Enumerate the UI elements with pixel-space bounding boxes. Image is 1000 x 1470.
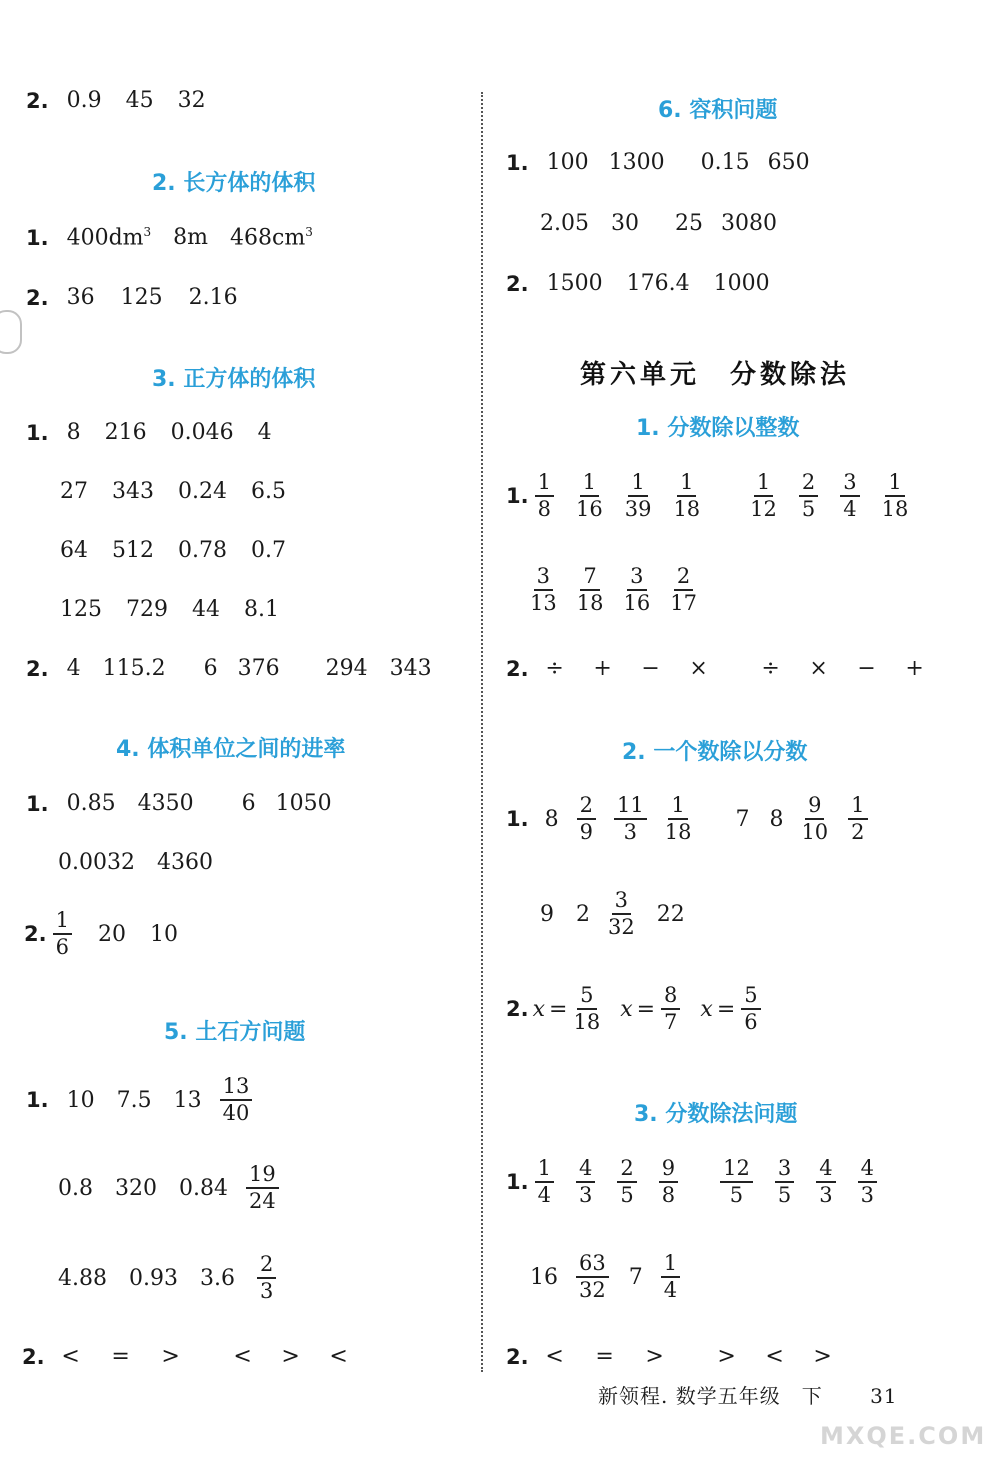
- fraction: [665, 795, 692, 843]
- numerator: 9: [805, 795, 824, 820]
- fraction: [775, 1158, 794, 1206]
- numerator: 1: [885, 472, 904, 497]
- variable-x: x: [532, 996, 546, 1022]
- superscript: 3: [305, 225, 313, 239]
- answer-row: [506, 656, 937, 681]
- section-title: 1. 分数除以整数: [636, 416, 800, 441]
- fraction: [53, 910, 72, 958]
- fraction: [840, 472, 859, 520]
- comparison-symbol: =: [111, 1344, 130, 1369]
- answer-row: [540, 890, 685, 938]
- numerator: 1: [754, 472, 773, 497]
- numerator: 1: [848, 795, 867, 820]
- answer-value: 0.78: [178, 538, 227, 563]
- fraction: [530, 566, 557, 614]
- fraction: [614, 795, 647, 843]
- denominator: 3: [860, 1183, 874, 1207]
- question-number: 1.: [26, 1088, 49, 1112]
- answer-value: 0.046: [170, 420, 234, 445]
- answer-value: 44: [192, 597, 220, 622]
- answer-row: [60, 538, 286, 563]
- answer-value: 468cm: [230, 225, 306, 251]
- superscript: 3: [143, 225, 152, 239]
- equals-sign: =: [549, 996, 568, 1022]
- numerator: 4: [576, 1158, 595, 1183]
- answer-value: 0.84: [179, 1175, 228, 1201]
- numerator: 2: [799, 472, 818, 497]
- denominator: 6: [55, 935, 69, 959]
- fraction: [576, 1158, 595, 1206]
- answer-row: [528, 566, 699, 614]
- numerator: 2: [257, 1254, 276, 1279]
- section-title: 5. 土石方问题: [164, 1020, 306, 1045]
- answer-value: 7: [735, 806, 750, 832]
- answer-row: [58, 1164, 281, 1212]
- fraction: [801, 795, 828, 843]
- answer-row: [26, 88, 206, 113]
- section-title: 3. 分数除法问题: [634, 1102, 798, 1127]
- fraction: [750, 472, 777, 520]
- denominator: 18: [573, 1010, 601, 1034]
- answer-value: 8.1: [244, 597, 279, 622]
- section-title: 2. 长方体的体积: [152, 171, 316, 196]
- denominator: 18: [881, 497, 909, 521]
- denominator: 4: [537, 1183, 551, 1207]
- question-number: 1.: [506, 807, 529, 831]
- answer-row: [26, 1076, 254, 1124]
- comparison-symbol: >: [281, 1344, 300, 1369]
- question-number: 1.: [26, 791, 49, 816]
- margin-mark: [0, 310, 22, 354]
- variable-x: x: [620, 996, 633, 1022]
- fraction: [576, 472, 603, 520]
- fraction: [670, 566, 697, 614]
- answer-value: 0.0032: [58, 850, 135, 875]
- answer-value: 16: [530, 1264, 558, 1290]
- question-number: 1.: [26, 225, 49, 250]
- denominator: 13: [530, 591, 557, 615]
- answer-value: 30: [610, 211, 639, 236]
- answer-row: [24, 910, 178, 958]
- book-title: 新领程. 数学五年级 下: [598, 1384, 823, 1408]
- denominator: 24: [248, 1189, 276, 1213]
- numerator: 1: [677, 472, 696, 497]
- operator-symbol: ×: [809, 656, 828, 681]
- answer-value: 1300: [608, 150, 665, 175]
- numerator: 2: [617, 1158, 636, 1183]
- section-title: 2. 一个数除以分数: [622, 740, 808, 765]
- fraction: [623, 566, 650, 614]
- comparison-symbol: <: [329, 1344, 348, 1369]
- denominator: 39: [624, 497, 652, 521]
- numerator: 1: [580, 472, 599, 497]
- answer-row: [26, 656, 432, 681]
- answer-value: 0.8: [58, 1175, 93, 1201]
- answer-value: 2: [576, 901, 590, 927]
- denominator: 5: [620, 1183, 634, 1207]
- question-number: 2.: [506, 1344, 529, 1369]
- answer-value: 294: [325, 656, 368, 681]
- denominator: 5: [729, 1183, 744, 1207]
- comparison-symbol: >: [645, 1344, 664, 1369]
- numerator: 19: [246, 1164, 279, 1189]
- answer-value: 0.15: [700, 150, 750, 175]
- question-number: 1.: [506, 1170, 529, 1194]
- answer-value: 216: [104, 420, 147, 445]
- denominator: 17: [670, 591, 697, 615]
- answer-value: 400dm: [66, 225, 144, 251]
- answer-row: [530, 1253, 682, 1301]
- answer-value: 8m: [173, 225, 209, 251]
- answer-value: 1500: [546, 271, 603, 296]
- answer-row: [506, 271, 770, 296]
- numerator: 63: [576, 1253, 609, 1278]
- question-number: 2.: [506, 656, 529, 681]
- answer-row: [58, 850, 213, 875]
- question-number: 2.: [506, 997, 529, 1021]
- denominator: 9: [579, 820, 593, 844]
- answer-row: [506, 985, 763, 1033]
- denominator: 4: [843, 497, 857, 521]
- fraction: [577, 795, 596, 843]
- question-number: 2.: [24, 922, 47, 946]
- answer-value: 100: [546, 150, 589, 175]
- fraction: [882, 472, 909, 520]
- fraction: [720, 1158, 753, 1206]
- numerator: 5: [741, 985, 760, 1010]
- answer-row: [506, 1344, 845, 1369]
- answer-value: 32: [177, 88, 206, 113]
- answer-value: 4.88: [58, 1265, 107, 1291]
- answer-row: [506, 1158, 879, 1206]
- fraction: [577, 566, 604, 614]
- answer-row: [60, 479, 286, 504]
- denominator: 3: [259, 1279, 274, 1303]
- fraction: [799, 472, 818, 520]
- answer-row: [26, 791, 332, 816]
- answer-value: 8: [544, 806, 559, 832]
- numerator: 3: [775, 1158, 794, 1183]
- numerator: 13: [220, 1076, 253, 1101]
- answer-value: 6: [203, 656, 218, 681]
- answer-value: 343: [389, 656, 432, 681]
- numerator: 1: [661, 1253, 680, 1278]
- answer-value: 10: [149, 921, 178, 947]
- denominator: 16: [623, 591, 651, 615]
- answer-value: 4: [66, 656, 81, 681]
- fraction: [858, 1158, 877, 1206]
- answer-value: 4: [257, 420, 272, 445]
- fraction: [257, 1254, 276, 1302]
- numerator: 1: [668, 795, 687, 820]
- fraction: [617, 1158, 636, 1206]
- comparison-symbol: <: [765, 1344, 784, 1369]
- question-number: 1.: [506, 150, 529, 175]
- question-number: 2.: [506, 271, 529, 296]
- answer-row: [506, 472, 910, 520]
- answer-value: 1050: [275, 791, 332, 816]
- answer-value: 27: [60, 479, 88, 504]
- answer-value: 36: [66, 285, 95, 310]
- variable-x: x: [700, 996, 713, 1022]
- denominator: 5: [777, 1183, 792, 1207]
- numerator: 1: [53, 910, 72, 935]
- operator-symbol: +: [905, 656, 924, 681]
- answer-row: [22, 1344, 361, 1369]
- answer-value: 115.2: [102, 656, 166, 681]
- denominator: 2: [851, 820, 865, 844]
- numerator: 1: [535, 1158, 554, 1183]
- fraction: [661, 1253, 680, 1301]
- answer-value: 0.24: [178, 479, 227, 504]
- equals-sign: =: [716, 996, 736, 1022]
- fraction: [573, 985, 600, 1033]
- answer-value: 22: [656, 901, 685, 927]
- denominator: 40: [222, 1101, 250, 1125]
- comparison-symbol: <: [233, 1344, 252, 1369]
- numerator: 12: [720, 1158, 753, 1183]
- denominator: 18: [664, 820, 692, 844]
- equals-sign: =: [636, 996, 656, 1022]
- numerator: 9: [659, 1158, 678, 1183]
- denominator: 10: [801, 820, 829, 844]
- answer-row: [506, 150, 810, 175]
- question-number: 2.: [26, 285, 49, 310]
- comparison-symbol: <: [61, 1344, 80, 1369]
- answer-value: 2.16: [188, 285, 238, 310]
- answer-value: 25: [674, 211, 703, 236]
- answer-row: [26, 225, 313, 250]
- denominator: 6: [744, 1010, 758, 1034]
- numerator: 5: [577, 985, 596, 1010]
- numerator: 7: [580, 566, 599, 591]
- question-number: 1.: [506, 484, 529, 508]
- section-title: 6. 容积问题: [658, 98, 778, 123]
- answer-value: 10: [66, 1087, 95, 1113]
- denominator: 3: [819, 1183, 833, 1207]
- fraction: [673, 472, 700, 520]
- answer-value: 8: [769, 806, 784, 832]
- question-number: 2.: [26, 656, 49, 681]
- operator-symbol: ÷: [545, 656, 564, 681]
- numerator: 11: [614, 795, 647, 820]
- answer-value: 8: [66, 420, 81, 445]
- answer-value: 176.4: [626, 271, 690, 296]
- comparison-symbol: <: [545, 1344, 564, 1369]
- answer-row: [26, 285, 238, 310]
- answer-value: 45: [125, 88, 154, 113]
- numerator: 4: [858, 1158, 877, 1183]
- answer-row: [26, 420, 272, 445]
- denominator: 5: [801, 497, 816, 521]
- denominator: 12: [750, 497, 777, 521]
- answer-row: [60, 597, 279, 622]
- fraction: [816, 1158, 835, 1206]
- fraction: [659, 1158, 678, 1206]
- watermark-text: MXQE.COM: [820, 1422, 987, 1450]
- denominator: 3: [578, 1183, 593, 1207]
- fraction: [535, 472, 554, 520]
- operator-symbol: +: [593, 656, 612, 681]
- answer-value: 0.9: [66, 88, 102, 113]
- fraction: [246, 1164, 279, 1212]
- answer-value: 125: [120, 285, 163, 310]
- operator-symbol: −: [641, 656, 660, 681]
- answer-value: 0.85: [66, 791, 116, 816]
- fraction: [741, 985, 760, 1033]
- fraction: [535, 1158, 554, 1206]
- denominator: 18: [673, 497, 701, 521]
- answer-value: 6.5: [250, 479, 286, 504]
- numerator: 4: [816, 1158, 835, 1183]
- numerator: 1: [628, 472, 647, 497]
- answer-value: 512: [112, 538, 154, 563]
- answer-value: 7: [628, 1264, 643, 1290]
- answer-value: 729: [126, 597, 168, 622]
- numerator: 2: [674, 566, 693, 591]
- comparison-symbol: >: [717, 1344, 736, 1369]
- answer-value: 4350: [137, 791, 194, 816]
- answer-value: 1000: [713, 271, 770, 296]
- answer-value: 64: [60, 538, 88, 563]
- denominator: 3: [623, 820, 638, 844]
- answer-value: 6: [241, 791, 256, 816]
- operator-symbol: ×: [689, 656, 708, 681]
- comparison-symbol: =: [595, 1344, 614, 1369]
- fraction: [576, 1253, 609, 1301]
- answer-value: 3080: [720, 211, 777, 236]
- comparison-symbol: >: [161, 1344, 180, 1369]
- answer-row: [58, 1254, 278, 1302]
- numerator: 1: [535, 472, 554, 497]
- answer-value: 376: [237, 656, 280, 681]
- fraction: [608, 890, 635, 938]
- answer-value: 20: [97, 921, 126, 947]
- denominator: 16: [575, 497, 603, 521]
- question-number: 1.: [26, 420, 49, 445]
- column-divider: [481, 92, 483, 1372]
- comparison-symbol: >: [813, 1344, 832, 1369]
- answer-value: 0.93: [128, 1265, 178, 1291]
- denominator: 8: [661, 1183, 676, 1207]
- fraction: [220, 1076, 253, 1124]
- fraction: [625, 472, 652, 520]
- denominator: 18: [576, 591, 604, 615]
- answer-value: 2.05: [540, 211, 589, 236]
- numerator: 8: [661, 985, 680, 1010]
- question-number: 2.: [26, 88, 49, 113]
- answer-row: [506, 795, 870, 843]
- fraction: [848, 795, 867, 843]
- answer-value: 3.6: [199, 1265, 235, 1291]
- answer-value: 125: [60, 597, 102, 622]
- answer-value: 650: [767, 150, 810, 175]
- operator-symbol: −: [857, 656, 876, 681]
- answer-value: 343: [112, 479, 154, 504]
- numerator: 3: [627, 566, 646, 591]
- numerator: 3: [612, 890, 631, 915]
- answer-value: 7.5: [116, 1087, 152, 1113]
- answer-row: [540, 211, 777, 236]
- page-number: 31: [870, 1384, 898, 1408]
- answer-value: 4360: [156, 850, 213, 875]
- section-title: 3. 正方体的体积: [152, 367, 316, 392]
- answer-value: 0.7: [250, 538, 286, 563]
- numerator: 2: [577, 795, 596, 820]
- denominator: 7: [664, 1010, 678, 1034]
- numerator: 3: [534, 566, 553, 591]
- numerator: 3: [840, 472, 859, 497]
- denominator: 4: [663, 1278, 678, 1302]
- operator-symbol: ÷: [761, 656, 780, 681]
- section-title: 4. 体积单位之间的进率: [116, 737, 346, 762]
- question-number: 2.: [22, 1344, 45, 1369]
- answer-value: 9: [540, 901, 554, 927]
- watermark-logo: [820, 1380, 990, 1460]
- fraction: [661, 985, 680, 1033]
- denominator: 32: [608, 915, 635, 939]
- answer-value: 320: [115, 1175, 157, 1201]
- answer-value: 13: [173, 1087, 202, 1113]
- denominator: 32: [579, 1278, 606, 1302]
- unit-title: 第六单元 分数除法: [580, 360, 851, 390]
- denominator: 8: [537, 497, 551, 521]
